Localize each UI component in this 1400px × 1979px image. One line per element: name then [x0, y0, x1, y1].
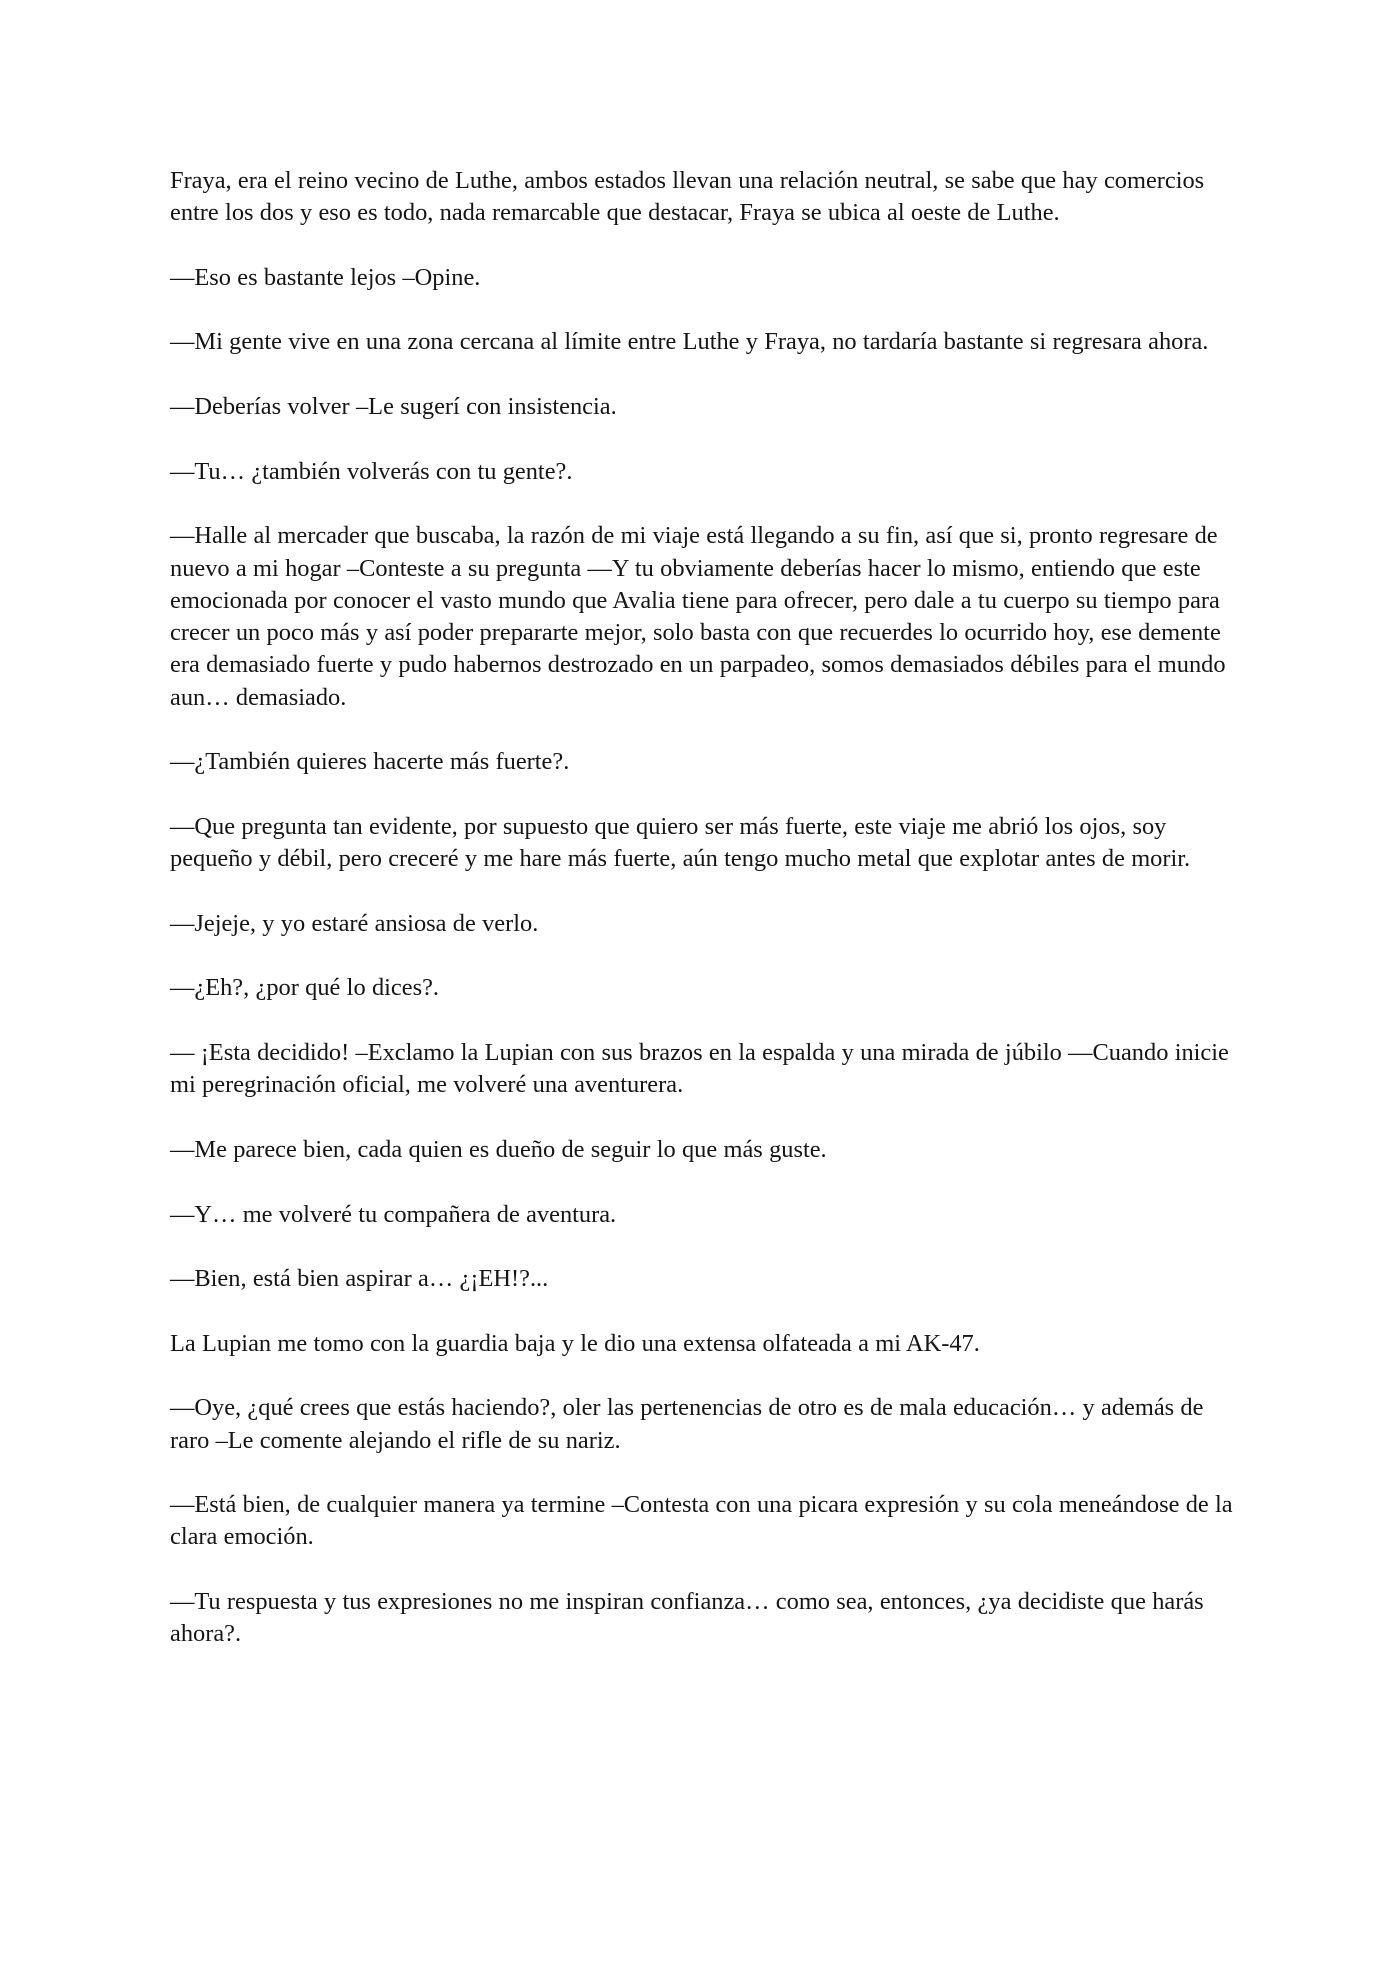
paragraph: —Está bien, de cualquier manera ya termine –Contesta con una picara expresión y su cola meneándose de la clara emoción. — [170, 1491, 1233, 1551]
paragraph: —Oye, ¿qué crees que estás haciendo?, oler las pertenencias de otro es de mala educación… y además de raro –Le comente alejando el rifle de su nariz. — [170, 1394, 1204, 1454]
paragraph: —Deberías volver –Le sugerí con insistencia. — [170, 393, 617, 421]
paragraph: —Y… me volveré tu compañera de aventura. — [170, 1200, 617, 1228]
paragraph: —Me parece bien, cada quien es dueño de seguir lo que más guste. — [170, 1135, 827, 1163]
paragraph: La Lupian me tomo con la guardia baja y le dio una extensa olfateada a mi AK-47. — [170, 1329, 980, 1357]
paragraph: —Tu respuesta y tus expresiones no me inspiran confianza… como sea, entonces, ¿ya decidiste que harás ahora?. — [170, 1588, 1204, 1648]
paragraph: —¿También quieres hacerte más fuerte?. — [170, 748, 570, 776]
paragraph: — ¡Esta decidido! –Exclamo la Lupian con sus brazos en la espalda y una mirada de júbilo —Cuando inicie mi peregrinación oficial, me volveré una aventurera. — [170, 1039, 1229, 1099]
paragraph: —Eso es bastante lejos –Opine. — [170, 263, 481, 291]
paragraph: —Jejeje, y yo estaré ansiosa de verlo. — [170, 909, 539, 937]
paragraph: —Halle al mercader que buscaba, la razón de mi viaje está llegando a su fin, así que si, pronto regresare de nuevo a mi hogar –Conteste a su pregunta —Y tu obviamente deberías hacer lo mismo, entiendo que este emocionada por conocer el vasto mundo que Avalia tiene para ofrecer, pero dale a tu cuerpo su tiempo para crecer un poco más y así poder prepararte mejor, solo basta con que recuerdes lo ocurrido hoy, ese demente era demasiado fuerte y pudo habernos destrozado en un parpadeo, somos demasiados débiles para el mundo aun… demasiado. — [170, 522, 1226, 711]
paragraph: —¿Eh?, ¿por qué lo dices?. — [170, 974, 439, 1002]
paragraph: —Mi gente vive en una zona cercana al límite entre Luthe y Fraya, no tardaría bastante si regresara ahora. — [170, 328, 1209, 356]
document-page — [170, 165, 1238, 1683]
paragraph: —Que pregunta tan evidente, por supuesto que quiero ser más fuerte, este viaje me abrió los ojos, soy pequeño y débil, pero creceré y me hare más fuerte, aún tengo mucho metal que explotar antes de morir. — [170, 812, 1191, 873]
paragraph: —Bien, está bien aspirar a… ¿¡EH!?... — [170, 1265, 549, 1293]
paragraph: —Tu… ¿también volverás con tu gente?. — [170, 457, 573, 485]
paragraph: Fraya, era el reino vecino de Luthe, ambos estados llevan una relación neutral, se sabe que hay comercios entre los dos y eso es todo, nada remarcable que destacar, Fraya se ubica al oeste de Luthe. — [170, 167, 1205, 227]
